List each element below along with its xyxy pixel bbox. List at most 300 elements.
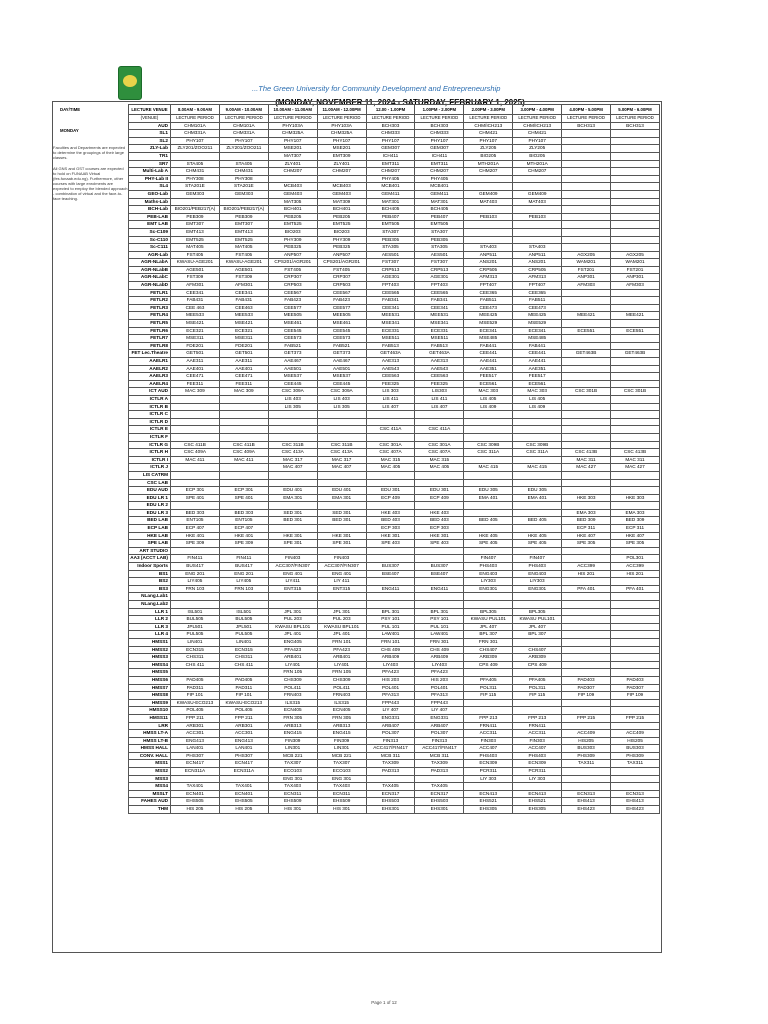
course-cell: TAX307 [317,760,366,768]
course-cell: ZLY205 [464,145,513,153]
course-cell: GET501 [171,350,220,358]
venue-cell: AGR-NLabA [129,259,171,267]
course-cell [464,456,513,464]
venue-cell: Sc-C109 [129,228,171,236]
course-cell: AAE467 [268,358,317,366]
course-cell: FST405 [219,251,268,259]
course-cell: LIY 407 [366,707,415,715]
course-cell: CRP505 [464,266,513,274]
course-cell: AAE351 [513,365,562,373]
course-cell: FRN411 [513,722,562,730]
timetable-body [129,105,660,814]
course-cell [219,479,268,487]
course-cell: POL301 [611,555,660,563]
course-cell [268,593,317,601]
course-cell [562,289,611,297]
course-cell [415,555,464,563]
course-cell [317,502,366,510]
table-row [129,730,660,738]
course-cell: HIS 205 [219,806,268,814]
course-cell: PHS403 [464,752,513,760]
course-cell: GET463B [611,350,660,358]
course-cell [562,441,611,449]
course-cell: FIN403 [317,555,366,563]
course-cell: CPS 409 [464,661,513,669]
course-cell [562,707,611,715]
course-cell: PHY107 [268,137,317,145]
course-cell [219,502,268,510]
course-cell: HKE 401 [171,532,220,540]
course-cell: HKE 401 [219,532,268,540]
course-cell: STA201E [219,183,268,191]
course-cell: ENG331 [415,714,464,722]
course-cell: FAB521 [268,342,317,350]
course-cell [611,601,660,609]
course-cell: ENG301 [464,585,513,593]
course-cell: CEE473 [464,304,513,312]
venue-cell: FAHES AUD [129,798,171,806]
course-cell [317,426,366,434]
course-cell: WAM201 [611,259,660,267]
course-cell: ICH411 [415,152,464,160]
course-cell [513,699,562,707]
course-cell: POL401 [366,684,415,692]
course-cell [415,578,464,586]
course-cell [219,418,268,426]
course-cell [219,464,268,472]
course-cell: MEE505 [317,312,366,320]
course-cell: BED 309 [562,517,611,525]
course-cell: FIN309 [268,737,317,745]
course-cell: HIS205 [611,737,660,745]
course-cell: GEM307 [415,145,464,153]
venue-cell: BS1 [129,570,171,578]
course-cell: SPE 403 [415,540,464,548]
course-cell [219,403,268,411]
course-cell: HKE 301 [415,532,464,540]
course-cell: HKE 405 [464,532,513,540]
course-cell [171,411,220,419]
table-row [129,403,660,411]
venue-cell: FETLR5 [129,320,171,328]
course-cell: PAD405 [171,676,220,684]
course-cell: MSE341 [366,320,415,328]
course-cell: MSE341 [415,320,464,328]
course-cell: MTH201A [464,160,513,168]
course-cell: ECE321 [219,327,268,335]
time-slot-header: 12.00 - 1.00PM [366,105,415,115]
venue-cell: HMSS1 [129,638,171,646]
venue-cell: LLR 4 [129,631,171,639]
table-row [129,737,660,745]
course-cell: POL411 [317,684,366,692]
course-cell: ECN309 [464,760,513,768]
course-cell [611,479,660,487]
course-cell [562,578,611,586]
course-cell: POL401 [415,684,464,692]
course-cell: SED 301 [268,509,317,517]
course-cell: ENG415 [268,730,317,738]
table-row [129,798,660,806]
course-cell: CHS311 [171,654,220,662]
course-cell: CSC 413B [611,449,660,457]
course-cell: TAX309 [366,760,415,768]
venue-cell: AUD [129,122,171,130]
course-cell [562,168,611,176]
course-cell: BED 403 [366,517,415,525]
course-cell: CHM331A [219,130,268,138]
course-cell: FAB511 [464,297,513,305]
course-cell: BIO205 [513,152,562,160]
course-cell: CEE565 [366,289,415,297]
course-cell: LIS 407 [366,403,415,411]
course-cell: CEE365 [464,289,513,297]
venue-cell: ICTLR B [129,403,171,411]
course-cell: ECE551 [562,327,611,335]
course-cell: FST405 [171,251,220,259]
course-cell [611,441,660,449]
course-cell [268,433,317,441]
course-cell [562,699,611,707]
course-cell [268,418,317,426]
table-row [129,312,660,320]
venue-cell: HMSS9 [129,699,171,707]
venue-cell: AAELR4 [129,380,171,388]
course-cell: PFA405 [464,676,513,684]
table-row [129,433,660,441]
course-cell: MAC 309 [219,388,268,396]
course-cell [611,418,660,426]
table-row [129,206,660,214]
table-row [129,335,660,343]
course-cell: PFA 401 [611,585,660,593]
course-cell: EHS505 [219,798,268,806]
course-cell: ENG405 [268,638,317,646]
course-cell: PFA423 [415,669,464,677]
venue-cell: AGR-Lab [129,251,171,259]
course-cell: ECN311A [219,768,268,776]
course-cell: CHS 409 [415,646,464,654]
course-cell: CEE545 [317,327,366,335]
course-cell: MAT307 [268,152,317,160]
course-cell: FRN 101 [317,638,366,646]
course-cell: ENG 301 [317,775,366,783]
course-cell [611,358,660,366]
table-row [129,380,660,388]
course-cell: PUL505 [219,631,268,639]
course-cell: HKE 403 [366,509,415,517]
course-cell: GEM411 [415,190,464,198]
course-cell: FRN 301 [415,638,464,646]
course-cell: EMA 303 [562,509,611,517]
venue-cell: THM [129,806,171,814]
course-cell: PHY107 [366,137,415,145]
course-cell: MSE311 [171,335,220,343]
course-cell [562,373,611,381]
course-cell: EDU 401 [268,487,317,495]
course-cell: BIO205 [464,152,513,160]
course-cell: CHM333 [366,130,415,138]
course-cell [611,669,660,677]
course-cell: PEB305 [366,236,415,244]
course-cell: FRN 103 [171,585,220,593]
course-cell [366,471,415,479]
course-cell: ZLY201/ZOO211 [171,145,220,153]
course-cell [611,502,660,510]
course-cell [611,198,660,206]
course-cell: CHM/ICH213 [513,122,562,130]
venue-cell: PEB-LAB [129,213,171,221]
course-cell: EDU 305 [513,487,562,495]
course-cell [611,661,660,669]
course-cell: EHS413 [611,798,660,806]
course-cell: STA403 [513,244,562,252]
course-cell [317,547,366,555]
course-cell: AES501 [366,251,415,259]
course-cell [562,638,611,646]
course-cell [268,547,317,555]
table-row [129,502,660,510]
venue-cell: ICTLR F [129,433,171,441]
course-cell: ARB407 [415,722,464,730]
course-cell [562,160,611,168]
table-row [129,342,660,350]
course-cell: ARB313 [317,722,366,730]
course-cell [611,722,660,730]
course-cell [562,206,611,214]
course-cell: STA405 [171,160,220,168]
course-cell: FRN411 [464,722,513,730]
course-cell: CSC 407A [366,449,415,457]
course-cell: ECN309 [513,760,562,768]
course-cell: FAB341 [415,297,464,305]
time-slot-header: 9.00AM - 10.00AM [219,105,268,115]
course-cell: LIS 305 [317,403,366,411]
course-cell [513,228,562,236]
course-cell: AAE401 [171,365,220,373]
course-cell: CHM431 [171,168,220,176]
course-cell: EMT307 [219,221,268,229]
venue-cell: FET Lec.Theatre [129,350,171,358]
course-cell: FDE201 [171,342,220,350]
venue-cell: PHY-Lab II [129,175,171,183]
course-cell: SED 301 [317,509,366,517]
course-cell [562,631,611,639]
venue-cell: HMSS4 [129,661,171,669]
course-cell: ENG 201 [171,570,220,578]
course-cell: EMT309 [317,152,366,160]
course-cell: ECE341 [464,327,513,335]
course-cell [562,335,611,343]
course-cell: CEE341 [366,304,415,312]
course-cell [464,433,513,441]
course-cell: EHS521 [513,798,562,806]
course-cell: MSE529 [464,320,513,328]
day-label: MONDAY [60,128,79,133]
course-cell: ECE561 [513,380,562,388]
course-cell: STA305 [366,244,415,252]
course-cell: ARB309 [464,654,513,662]
course-cell [562,411,611,419]
course-cell [415,775,464,783]
course-cell [611,190,660,198]
course-cell: CEE365 [513,289,562,297]
course-cell: EMA 401 [464,494,513,502]
venue-cell: ICTLR E [129,426,171,434]
venue-cell: AGR-NLabD [129,282,171,290]
table-row [129,395,660,403]
course-cell: HIS 201 [562,570,611,578]
course-cell [611,707,660,715]
venue-cell: CONV. HALL [129,752,171,760]
course-cell: BUS417 [171,563,220,571]
venue-cell: AGR-NLabC [129,274,171,282]
course-cell: SPE 305 [611,540,660,548]
course-cell: MAC 303 [464,388,513,396]
table-row [129,190,660,198]
course-cell: HKE 405 [513,532,562,540]
lecture-period-label: LECTURE PERIOD [171,115,220,123]
course-cell: LIS 403 [268,395,317,403]
course-cell [562,198,611,206]
course-cell: ANP507 [317,251,366,259]
venue-cell: Indoor Sports [129,563,171,571]
course-cell: BCH405 [415,206,464,214]
course-cell [562,395,611,403]
course-cell: TAX309 [415,760,464,768]
course-cell: PHS403 [513,563,562,571]
course-cell: CSC 309B [513,441,562,449]
course-cell [317,411,366,419]
course-cell: MEE531 [366,312,415,320]
course-cell: CEE471 [219,373,268,381]
course-cell: CRP307 [317,274,366,282]
course-cell: MCB401 [415,183,464,191]
course-cell: PUL 101 [415,623,464,631]
course-cell: EMA 401 [513,494,562,502]
course-cell [171,418,220,426]
course-cell: LIS 411 [366,395,415,403]
table-row [129,768,660,776]
course-cell: MAT403 [513,198,562,206]
course-cell: GEM307 [366,145,415,153]
course-cell: GET373 [268,350,317,358]
course-cell: PHY107 [415,137,464,145]
course-cell [562,221,611,229]
course-cell: ARB401 [268,654,317,662]
course-cell: EMT311 [366,160,415,168]
course-cell: ILS315 [268,699,317,707]
course-cell: LIS 411 [415,395,464,403]
table-row [129,509,660,517]
venue-cell: BS3 [129,585,171,593]
course-cell: CSC 311B [317,441,366,449]
lecture-period-label: LECTURE PERIOD [317,115,366,123]
table-row [129,525,660,533]
course-cell [513,183,562,191]
course-cell [219,426,268,434]
page-footer: Page 1 of 12 [371,1000,397,1005]
course-cell [317,601,366,609]
course-cell [415,411,464,419]
course-cell [611,228,660,236]
course-cell: PHS309 [611,752,660,760]
course-cell: KWASU PUL101 [513,616,562,624]
venue-cell: ECP LAB [129,525,171,533]
course-cell: TAX401 [171,783,220,791]
course-cell: ACC311 [464,730,513,738]
course-cell [513,525,562,533]
course-cell: AGE501 [219,266,268,274]
course-cell: AAE501 [317,365,366,373]
table-row [129,297,660,305]
course-cell: JPL501 [171,623,220,631]
lecture-period-label: LECTURE PERIOD [562,115,611,123]
venue-cell: SL2 [129,137,171,145]
course-cell: FRN 305 [317,714,366,722]
course-cell [562,175,611,183]
course-cell: MSE485 [464,335,513,343]
course-cell: ECP 301 [171,487,220,495]
course-cell: AAE313 [366,358,415,366]
course-cell: PSY 101 [366,616,415,624]
course-cell: FIP 115 [513,692,562,700]
course-cell: TAX307 [268,760,317,768]
course-cell [268,479,317,487]
course-cell: BUS307 [415,563,464,571]
course-cell: ISL501 [171,608,220,616]
course-cell: CEE577 [268,304,317,312]
course-cell: PEB309 [219,213,268,221]
course-cell: ARB409 [366,654,415,662]
course-cell: ENG411 [415,585,464,593]
timetable-grid [128,104,660,814]
table-row [129,714,660,722]
table-row [129,570,660,578]
course-cell: EMT307 [171,221,220,229]
course-cell: EMT525 [317,221,366,229]
course-cell: SPE 405 [464,540,513,548]
course-cell: BPL 307 [464,631,513,639]
course-cell: FST201 [611,266,660,274]
course-cell: FRN 105 [317,669,366,677]
table-row [129,471,660,479]
course-cell: PFA 401 [562,585,611,593]
course-cell: SPE 401 [171,494,220,502]
course-cell: STA405 [219,160,268,168]
venue-cell: TR1 [129,152,171,160]
course-cell: JPL 407 [464,623,513,631]
course-cell: BUS303 [611,745,660,753]
course-cell [562,403,611,411]
course-cell: LAN401 [219,745,268,753]
course-cell [611,638,660,646]
course-cell: MCB 221 [317,752,366,760]
course-cell [513,638,562,646]
course-cell: EHS503 [366,798,415,806]
course-cell: BCH401 [317,206,366,214]
course-cell [171,464,220,472]
course-cell: ANP301 [562,274,611,282]
course-cell: BPL305 [513,608,562,616]
time-slot-header: 11.00AM - 12.00PM [317,105,366,115]
course-cell: ENG 201 [219,570,268,578]
course-cell: CEE563 [415,373,464,381]
course-cell: PEB205 [317,213,366,221]
venue-cell: HMSS11 [129,714,171,722]
course-cell: ECN311A [171,768,220,776]
course-cell: LIY 303 [513,775,562,783]
